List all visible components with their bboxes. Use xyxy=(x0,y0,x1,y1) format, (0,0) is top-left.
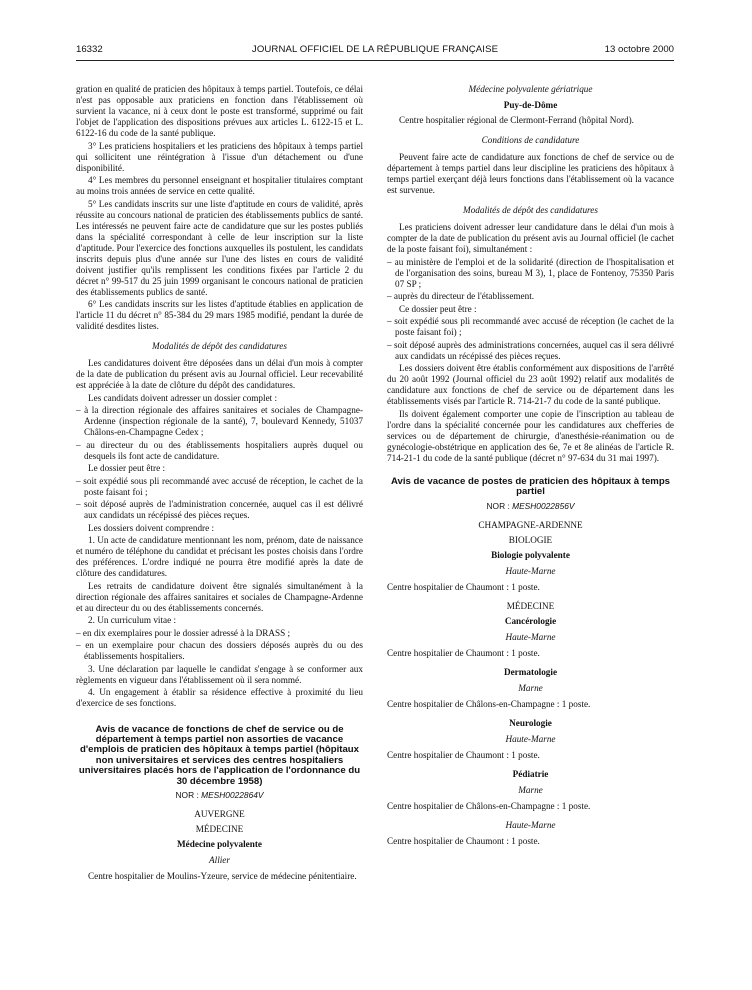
hospital-entry: Centre hospitalier de Chaumont : 1 poste. xyxy=(387,835,540,846)
hospital-entry: Centre hospitalier de Châlons-en-Champagne : 1 poste. xyxy=(387,698,591,709)
hospital-entry: Centre hospitalier de Chaumont : 1 poste. xyxy=(387,581,540,592)
paragraph xyxy=(76,358,363,391)
paragraph: Peuvent faire acte de candidature aux fonctions de chef de service ou de département à temps partiel dans leur discipline les praticiens des hôpitaux à temps partiel exerçant déjà leurs fonctions dans l'établissement où la vacance est survenue. xyxy=(387,152,674,195)
department-heading: Haute-Marne xyxy=(505,733,556,744)
discipline-heading: MÉDECINE xyxy=(506,600,555,611)
dash-item: – à la direction régionale des affaires sanitaires et sociales de Champagne-Ardenne (inspection régionale de la santé), 7, boulevard Kennedy, 51037 Châlons-en-Champagne Cedex ; xyxy=(76,405,363,437)
dash-item: – soit déposé auprès de l'administration concernée, auquel cas il est délivré aux candidats un récépissé des pièces reçues. xyxy=(76,499,363,520)
dash-item: – soit expédié sous pli recommandé avec accusé de réception (le cachet de la poste faisant foi) ; xyxy=(387,316,674,337)
notice-title: Avis de vacance de postes de praticien des hôpitaux à temps partiel xyxy=(390,476,671,498)
paragraph: Les praticiens doivent adresser leur candidature dans le délai d'un mois à compter de la date de publication du présent avis au Journal officiel (le cachet de la poste faisant foi), simultanément : xyxy=(387,222,674,254)
nor-code: MESH0022856V xyxy=(512,500,575,511)
section-heading: Modalités de dépôt des candidatures xyxy=(152,341,287,351)
dash-item: – en dix exemplaires pour le dossier adressé à la DRASS ; xyxy=(76,627,291,638)
region-heading: CHAMPAGNE-ARDENNE xyxy=(478,519,583,530)
discipline-heading: BIOLOGIE xyxy=(508,534,553,545)
paragraph: 3. Une déclaration par laquelle le candidat s'engage à se conformer aux règlements en vigueur dans l'établissement où il sera nommé. xyxy=(76,663,363,685)
intro-paragraph: 6° Les candidats inscrits sur les listes d'aptitude établies en application de l'article 11 du décret n° 85-384 du 29 mars 1985 modifié, pendant la durée de validité desdites listes. xyxy=(76,299,363,331)
dash-item: – en un exemplaire pour chacun des dossiers déposés auprès du ou des établissements hospitaliers. xyxy=(76,640,363,661)
specialty-heading: Biologie polyvalente xyxy=(491,549,570,560)
paragraph: Ils doivent également comporter une copie de l'inscription au tableau de l'ordre dans la spécialité concernée pour les candidatures aux chefferies de services ou de département de chirurgie, d'anesthésie-réanimation ou de gynécologie-obstétrique en application des 6e, 7e et 8e alinéas de l'article R. 714-21-1 du code de la santé publique (décret n° 97-634 du 31 mai 1997). xyxy=(387,408,674,463)
left-column xyxy=(76,84,363,883)
issue-date: 13 octobre 2000 xyxy=(604,44,674,55)
department-heading: Marne xyxy=(518,784,543,795)
discipline-heading: MÉDECINE xyxy=(195,823,244,834)
paragraph: Les dossiers doivent comprendre : xyxy=(88,522,215,533)
nor-label: NOR : xyxy=(175,789,199,800)
journal-title: JOURNAL OFFICIEL DE LA RÉPUBLIQUE FRANÇAISE xyxy=(251,44,499,55)
paragraph: Les dossiers doivent être établis conformément aux dispositions de l'arrêté du 20 août 1992 (Journal officiel du 23 août 1992) relatif aux modalités de candidature aux fonctions de chef de service ou de département dans les établissements visés par l'article R. 714-21-7 du code de la santé publique. xyxy=(387,363,674,406)
intro-paragraph: 3° Les praticiens hospitaliers et les praticiens des hôpitaux à temps partiel qui sollicitent une réintégration à l'issue d'un détachement ou d'une disponibilité. xyxy=(76,140,363,173)
dash-item: – au ministère de l'emploi et de la solidarité (direction de l'hospitalisation et de l'organisation des soins, bureau M 3), 1, place de Fontenoy, 75350 Paris 07 SP ; xyxy=(387,256,674,289)
region-heading: AUVERGNE xyxy=(194,808,245,819)
notice-title: Avis de vacance de fonctions de chef de service ou de département à temps partiel non assorties de vacance d'emplois de praticien des hôpitaux à temps partiel (hôpitaux non universitaires et services des centres hospitaliers universitaires placés hors de l'application de l'ordonnance du 30 décembre 1958) xyxy=(78,723,361,787)
section-heading: Modalités de dépôt des candidatures xyxy=(463,205,598,215)
specialty-heading: Pédiatrie xyxy=(512,768,549,779)
hospital-entry: Centre hospitalier de Chaumont : 1 poste. xyxy=(387,647,540,658)
right-column xyxy=(387,84,674,848)
department-heading: Haute-Marne xyxy=(505,565,556,576)
department-heading: Haute-Marne xyxy=(505,819,556,830)
specialty-heading: Cancérologie xyxy=(504,615,557,626)
specialty-heading: Médecine polyvalente gériatrique xyxy=(468,84,593,94)
hospital-entry: Centre hospitalier de Chaumont : 1 poste. xyxy=(387,749,540,760)
section-heading: Conditions de candidature xyxy=(481,135,580,145)
specialty-heading: Dermatologie xyxy=(503,666,558,677)
paragraph: Les candidats doivent adresser un dossier complet : xyxy=(88,392,278,403)
department-heading: Haute-Marne xyxy=(505,631,556,642)
specialty-heading: Neurologie xyxy=(509,717,552,728)
page-header xyxy=(76,44,674,61)
intro-paragraph: gration en qualité de praticien des hôpitaux à temps partiel. Toutefois, ce délai n'est pas opposable aux praticiens en fonction dans l'établissement où survient la vacance, ni à ceux dont le poste est transformé, supprimé ou fait l'objet de l'application des dispositions prévues aux articles L. 6122-15 et L. 6122-16 du code de la santé publique. xyxy=(76,84,363,138)
department-heading: Allier xyxy=(209,854,230,865)
dash-item: – au directeur du ou des établissements hospitaliers auprès duquel ou desquels ils font acte de candidature. xyxy=(76,439,363,461)
paragraph: 4. Un engagement à établir sa résidence effective à proximité du lieu d'exercice de ses fonctions. xyxy=(76,687,363,708)
dash-item: – auprès du directeur de l'établissement. xyxy=(387,291,535,301)
hospital-entry: Centre hospitalier régional de Clermont-Ferrand (hôpital Nord). xyxy=(399,115,634,125)
paragraph: Le dossier peut être : xyxy=(88,463,166,473)
intro-paragraph: 5° Les candidats inscrits sur une liste d'aptitude en cours de validité, après réussite au concours national de praticien des établissements publics de santé. Les intéressés ne peuvent faire acte de candidature que sur les postes publiés dans la spécialité correspondant à celle de leur inscription sur la liste d'aptitude. Pour l'exercice des fonctions auxquelles ils postulent, les candidats inscrits depuis plus d'une année sur l'une des listes en cours de validité doivent justifier qu'ils remplissent les conditions fixées par l'article 2 du décret n° 99-517 du 25 juin 1999 organisant le concours national de praticien des établissements publics de santé. xyxy=(76,198,363,297)
page-number: 16332 xyxy=(76,44,103,55)
nor-reference xyxy=(76,790,363,801)
department-heading: Marne xyxy=(518,682,543,693)
nor-label: NOR : xyxy=(486,500,510,511)
text: Les candidatures doivent être déposées dans un délai d'un mois à compter de la date de publication du présent avis au Journal officiel. Leur recevabilité est appréciée à la date de clôture du dépôt des candidatures. xyxy=(76,358,363,390)
intro-paragraph: 4° Les membres du personnel enseignant et hospitalier titulaires comptant au moins trois années de service en cette qualité. xyxy=(76,175,363,196)
department-heading: Puy-de-Dôme xyxy=(503,100,558,110)
paragraph: Les retraits de candidature doivent être signalés simultanément à la direction régionale des affaires sanitaires et sociales de Champagne-Ardenne et au directeur du ou des établissements concernés. xyxy=(76,580,363,613)
nor-reference xyxy=(387,501,674,512)
paragraph: Ce dossier peut être : xyxy=(399,303,477,314)
dash-item: – soit expédié sous pli recommandé avec accusé de réception, le cachet de la poste faisant foi ; xyxy=(76,475,363,497)
paragraph: 2. Un curriculum vitae : xyxy=(88,615,177,625)
specialty-heading: Médecine polyvalente xyxy=(177,838,262,849)
paragraph: 1. Un acte de candidature mentionnant les nom, prénom, date de naissance et numéro de téléphone du candidat et précisant les postes choisis dans l'ordre des préférences. L'ordre indiqué ne pourra être modifié après la date de clôture des candidatures. xyxy=(76,535,363,578)
hospital-entry: Centre hospitalier de Moulins-Yzeure, service de médecine pénitentiaire. xyxy=(88,870,357,881)
dash-item: – soit déposé auprès des administrations concernées, auquel cas il sera délivré aux candidats un récépissé des pièces reçues. xyxy=(387,339,674,361)
hospital-entry: Centre hospitalier de Châlons-en-Champagne : 1 poste. xyxy=(387,800,591,811)
nor-code: MESH0022864V xyxy=(201,789,264,800)
